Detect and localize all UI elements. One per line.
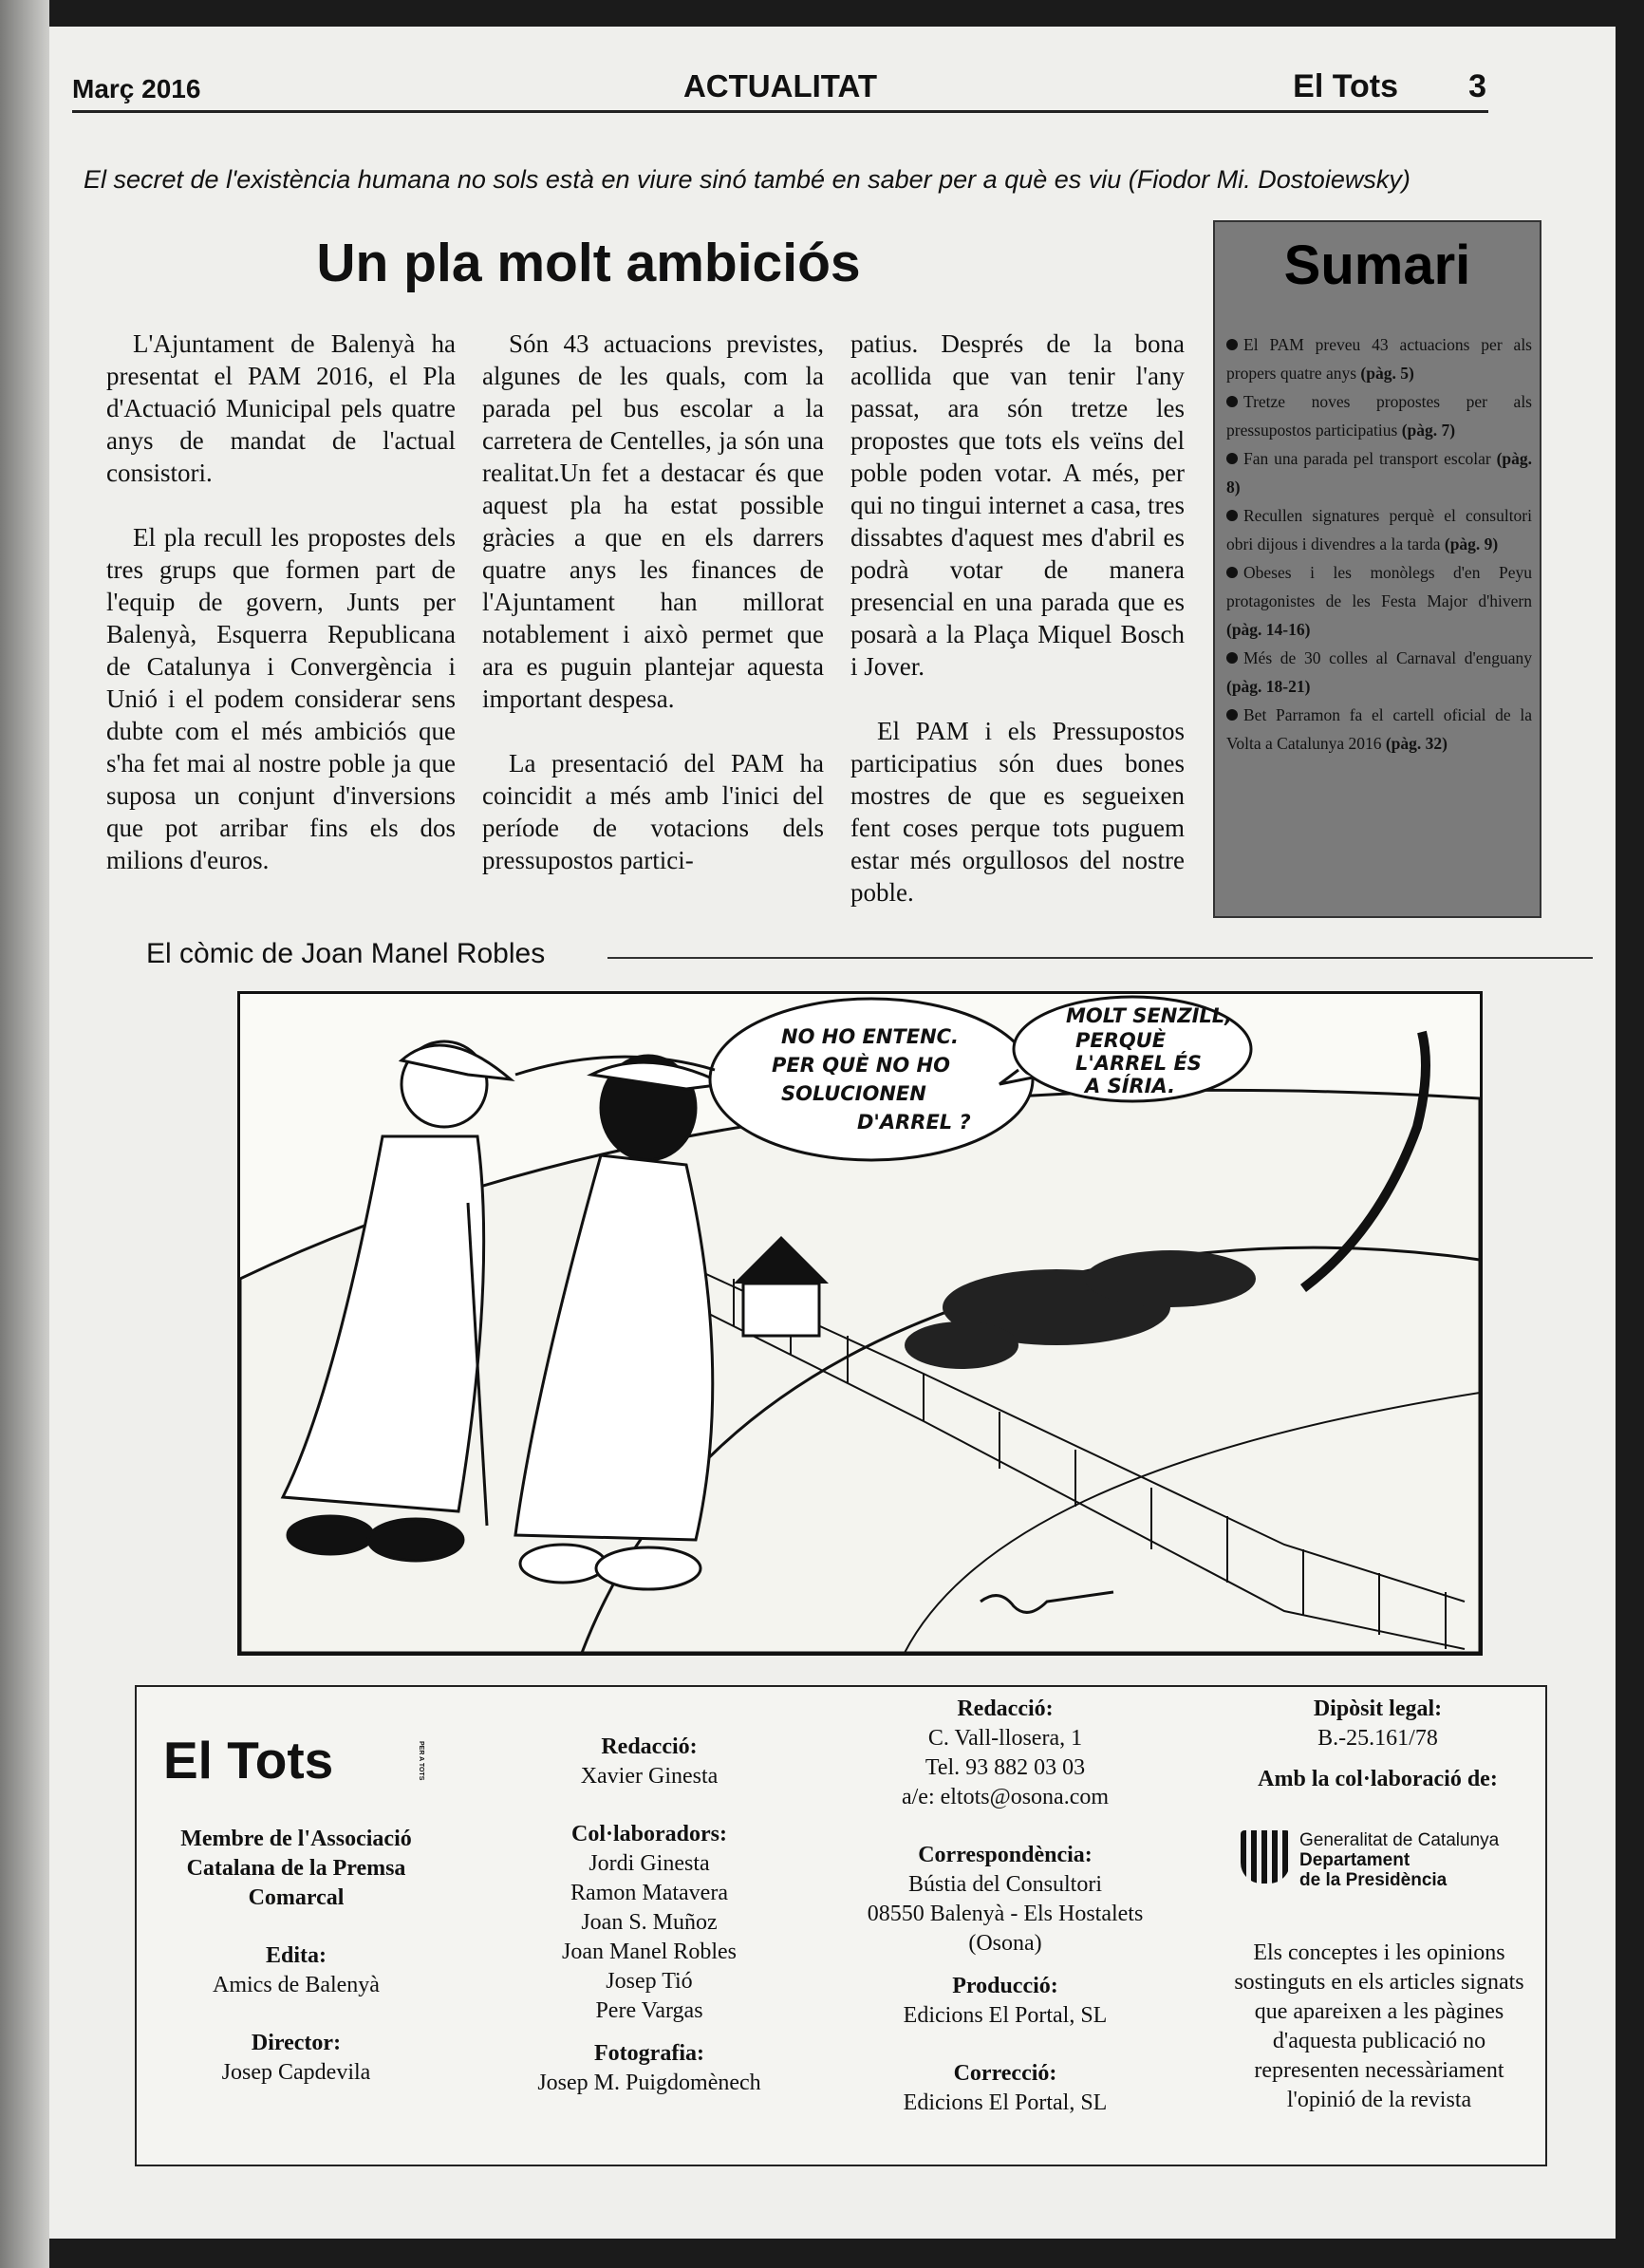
bubble2-line4: A SÍRIA. [1085, 1075, 1176, 1097]
bullet-icon [1226, 709, 1238, 721]
senyera-shield-icon [1241, 1830, 1290, 1884]
disclaimer-text: Els conceptes i les opinions sostinguts en els articles signats que apareixen a les pàgines d'aquesta publicació no representen necessàriament l'opinió de la revista [1234, 1940, 1524, 2112]
correspondencia-line: 08550 Balenyà - Els Hostalets [867, 1902, 1144, 1926]
diposit-value: B.-25.161/78 [1317, 1726, 1438, 1751]
collaborator: Jordi Ginesta [588, 1851, 710, 1876]
comic-illustration [240, 994, 1480, 1653]
comic-title-rule [607, 957, 1593, 959]
summary-item[interactable]: Obeses i les monòlegs d'en Peyu protagonistes de les Festa Major d'hivern (pàg. 14-16) [1226, 563, 1532, 639]
bubble1-line3: SOLUCIONEN [781, 1082, 926, 1105]
summary-list [1226, 330, 1532, 758]
director-label: Director: [251, 2031, 342, 2055]
edita-label: Edita: [265, 1943, 327, 1968]
generalitat-logo [1241, 1827, 1544, 1890]
summary-item[interactable]: Fan una parada pel transport escolar (pàg. 8) [1226, 449, 1533, 497]
colaboracio-label: Amb la col·laboració de: [1258, 1767, 1498, 1791]
bubble1-line1: NO HO ENTENC. [781, 1025, 960, 1048]
email-link[interactable]: a/e: eltots@osona.com [901, 1785, 1110, 1809]
bubble1-line4: D'ARREL ? [857, 1111, 971, 1134]
collaborator: Joan Manel Robles [562, 1940, 737, 1964]
article-column-2 [482, 328, 824, 909]
paragraph: La presentació del PAM ha coincidit a més amb l'inici del període de votacions dels pressupostos partici- [482, 749, 824, 874]
page-number: 3 [1468, 68, 1486, 104]
summary-box [1213, 220, 1541, 918]
collaborator: Joan S. Muñoz [581, 1910, 718, 1935]
bullet-icon [1226, 652, 1238, 664]
collaborator: Pere Vargas [595, 1998, 703, 2023]
bubble2-line1: MOLT SENZILL, [1066, 1004, 1233, 1027]
publication-name: El Tots [1293, 68, 1398, 104]
article-column-3 [850, 328, 1185, 941]
bubble2-line2: PERQUÈ [1075, 1029, 1167, 1052]
correspondencia-line: (Osona) [968, 1931, 1042, 1956]
bullet-icon [1226, 339, 1238, 350]
bullet-icon [1226, 510, 1238, 521]
fotografia-value: Josep M. Puigdomènech [537, 2071, 761, 2095]
publication-logo: El Tots PER A TOTS [163, 1731, 424, 1790]
collaborator: Josep Tió [606, 1969, 693, 1994]
bullet-icon [1226, 453, 1238, 464]
section-title: ACTUALITAT [682, 68, 878, 103]
speech-bubble-left [515, 999, 1033, 1160]
director-value: Josep Capdevila [221, 2060, 371, 2085]
paragraph: patius. Després de la bona acollida que van tenir l'any passat, ara són tretze les propostes que tots els veïns del poble poden votar. A més, per qui no tingui internet a casa, tres dissabtes d'aquest mes d'abril es podrà votar de manera presencial en una parada que es posarà a la Plaça Miquel Bosch i Jover. [850, 329, 1185, 681]
produccio-label: Producció: [952, 1974, 1058, 1998]
article-column-1 [106, 328, 456, 909]
article-headline: Un pla molt ambiciós [316, 233, 861, 293]
summary-item[interactable]: Més de 30 colles al Carnaval d'enguany (pàg. 18-21) [1226, 648, 1532, 696]
correccio-label: Correcció: [953, 2061, 1057, 2086]
comic-title: El còmic de Joan Manel Robles [146, 938, 546, 969]
bullet-icon [1226, 567, 1238, 578]
edita-value: Amics de Balenyà [213, 1973, 380, 1997]
paragraph: Són 43 actuacions previstes, algunes de les quals, com la parada pel bus escolar a la carretera de Centelles, ja són una realitat.Un fet a destacar és que aquest pla ha estat possible gràcies a que en els darrers quatre anys les finances de l'Ajuntament han millorat notablement i això permet que ara es puguin plantejar aquesta important despesa. [482, 329, 824, 713]
paragraph: L'Ajuntament de Balenyà ha presentat el PAM 2016, el Pla d'Actuació Municipal pels quatre anys de mandat de l'actual consistori. [106, 329, 456, 487]
gencat-dept: Departament [1299, 1850, 1410, 1870]
paragraph: El PAM i els Pressupostos participatius són dues bones mostres de que es segueixen fent coses perque tots puguem estar més orgullosos del nostre poble. [850, 717, 1185, 907]
masthead-col-2 [497, 1733, 801, 2098]
masthead-col-1 [154, 1825, 439, 2088]
bubble1-line2: PER QUÈ NO HO [772, 1054, 950, 1077]
redaccio-value: Xavier Ginesta [580, 1764, 719, 1789]
issue-date: Març 2016 [72, 74, 201, 103]
collaboradors-label: Col·laboradors: [570, 1822, 727, 1846]
diposit-label: Dipòsit legal: [1313, 1696, 1443, 1721]
page-header [72, 68, 1488, 113]
masthead-box [135, 1685, 1547, 2166]
collaborator: Ramon Matavera [570, 1881, 728, 1905]
address: C. Vall-llosera, 1 [927, 1726, 1083, 1751]
produccio-value: Edicions El Portal, SL [903, 2003, 1108, 2028]
redaccio-label: Redacció: [601, 1734, 698, 1759]
phone: Tel. 93 882 03 03 [925, 1755, 1086, 1780]
membership-text: Membre de l'Associació Catalana de la Premsa Comarcal [180, 1827, 412, 1910]
summary-title: Sumari [1283, 234, 1471, 296]
gencat-dept: de la Presidència [1299, 1870, 1448, 1890]
gencat-name: Generalitat de Catalunya [1299, 1830, 1500, 1850]
summary-item[interactable]: Bet Parramon fa el cartell oficial de la Volta a Catalunya 2016 (pàg. 32) [1226, 705, 1532, 753]
correspondencia-label: Correspondència: [918, 1843, 1093, 1867]
paragraph: El pla recull les propostes dels tres grups que formen part de l'equip de govern, Junts per Balenyà, Esquerra Republicana de Catalunya i Convergència i Unió i el podem considerar sens dubte com el més ambiciós que s'ha fet mai al nostre poble ja que suposa un conjunt d'inversions que pot arribar fins els dos milions d'euros. [106, 523, 456, 874]
fotografia-label: Fotografia: [594, 2041, 704, 2066]
logo-tagline: PER A TOTS [418, 1741, 424, 1781]
page-gutter-shadow [0, 0, 49, 2268]
masthead-col-3 [844, 1695, 1167, 2118]
bubble2-line3: L'ARREL ÉS [1075, 1052, 1202, 1075]
correspondencia-line: Bústia del Consultori [908, 1872, 1102, 1897]
summary-item[interactable]: Tretze noves propostes per als pressupostos participatius (pàg. 7) [1226, 392, 1532, 440]
redaccio2-label: Redacció: [957, 1696, 1054, 1721]
bullet-icon [1226, 396, 1238, 407]
correccio-value: Edicions El Portal, SL [903, 2090, 1108, 2115]
comic-strip [237, 991, 1483, 1656]
epigraph-quote: El secret de l'existència humana no sols està en viure sinó també en saber per a què es viu (Fiodor Mi. Dostoiewsky) [84, 165, 1410, 194]
summary-item[interactable]: Recullen signatures perquè el consultori obri dijous i divendres a la tarda (pàg. 9) [1226, 506, 1532, 553]
masthead-col-4 [1219, 1695, 1537, 1794]
summary-item[interactable]: El PAM preveu 43 actuacions per als propers quatre anys (pàg. 5) [1226, 335, 1532, 383]
